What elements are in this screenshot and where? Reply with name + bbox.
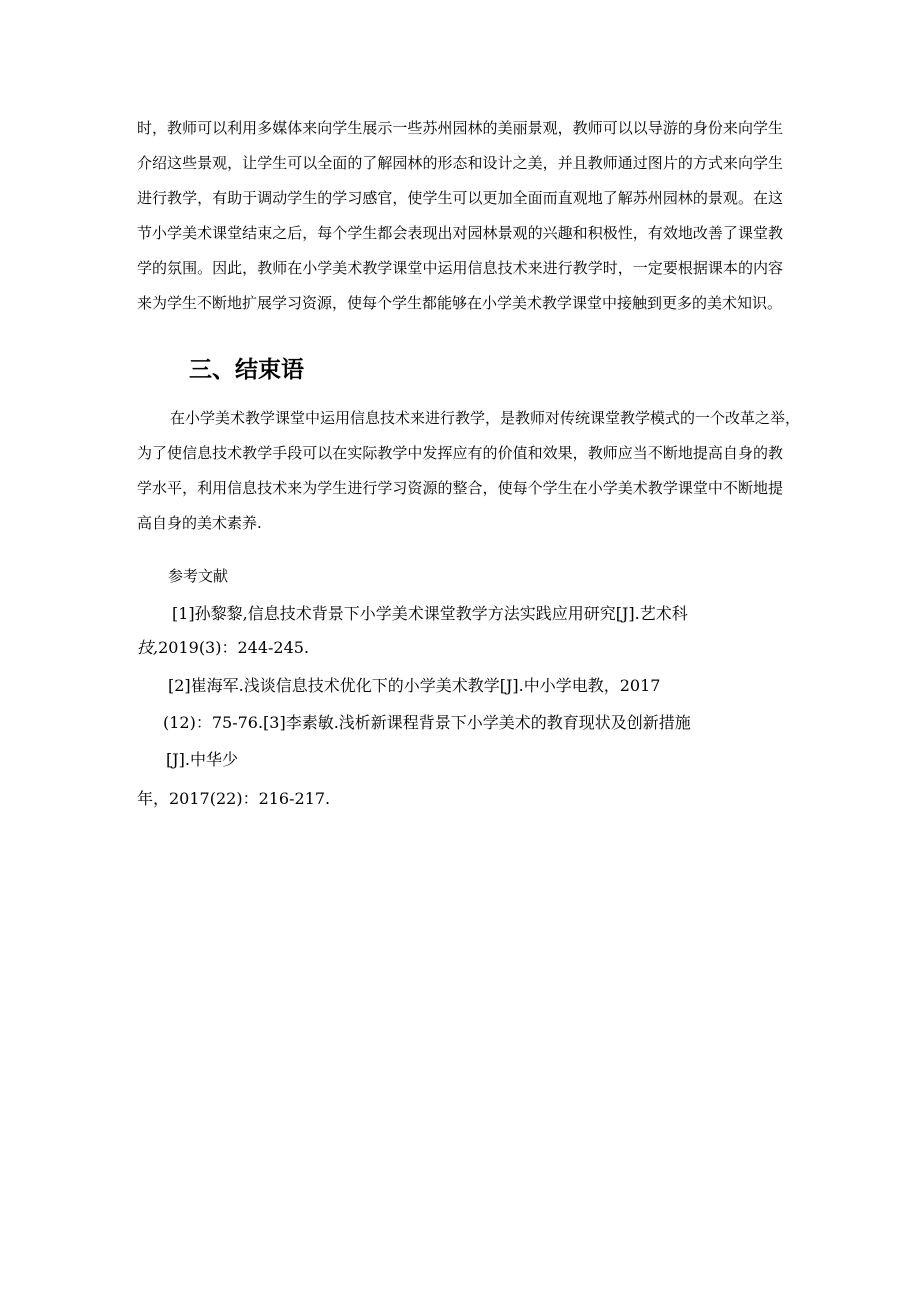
references-title: 参考文献 xyxy=(168,567,229,585)
conclusion-paragraph-line: 为了使信息技术教学手段可以在实际教学中发挥应有的价值和效果，教师应当不断地提高自身的教 xyxy=(137,444,783,462)
reference-line: [2]崔海军.浅谈信息技术优化下的小学美术教学[J].中小学电教，2017 xyxy=(168,676,661,695)
reference-line: [J].中华少 xyxy=(166,750,238,769)
reference-fragment: 2019(3)：244-245. xyxy=(158,638,310,657)
body-paragraph-line: 介绍这些景观，让学生可以全面的了解园林的形态和设计之美，并且教师通过图片的方式来向学生 xyxy=(137,154,783,172)
body-paragraph-line: 节小学美术课堂结束之后，每个学生都会表现出对园林景观的兴趣和积极性，有效地改善了课堂教 xyxy=(137,224,783,242)
conclusion-paragraph-line: 高自身的美术素养. xyxy=(137,514,262,532)
reference-line: [1]孙黎黎,信息技术背景下小学美术课堂教学方法实践应用研究[J].艺术科 xyxy=(172,604,688,623)
conclusion-paragraph-line: 学水平，利用信息技术来为学生进行学习资源的整合，使每个学生在小学美术教学课堂中不断地提 xyxy=(137,479,783,497)
body-paragraph-line: 学的氛围。因此，教师在小学美术教学课堂中运用信息技术来进行教学时，一定要根据课本的内容 xyxy=(137,259,783,277)
reference-line: 年，2017(22)：216-217. xyxy=(137,789,331,808)
reference-fragment: 技, xyxy=(137,638,159,657)
reference-line: (12)：75-76.[3]李素敏.浅析新课程背景下小学美术的教育现状及创新措施 xyxy=(163,713,691,732)
body-paragraph-line: 进行教学，有助于调动学生的学习感官，使学生可以更加全面而直观地了解苏州园林的景观。在这 xyxy=(137,189,783,207)
section-heading-conclusion: 三、结束语 xyxy=(189,357,304,383)
reference-line xyxy=(137,637,309,659)
body-paragraph-line: 来为学生不断地扩展学习资源，使每个学生都能够在小学美术教学课堂中接触到更多的美术知识。 xyxy=(137,294,783,312)
body-paragraph-line: 时，教师可以利用多媒体来向学生展示一些苏州园林的美丽景观，教师可以以导游的身份来向学生 xyxy=(137,119,783,137)
conclusion-paragraph-line: 在小学美术教学课堂中运用信息技术来进行教学，是教师对传统课堂教学模式的一个改革之举， xyxy=(170,409,801,427)
